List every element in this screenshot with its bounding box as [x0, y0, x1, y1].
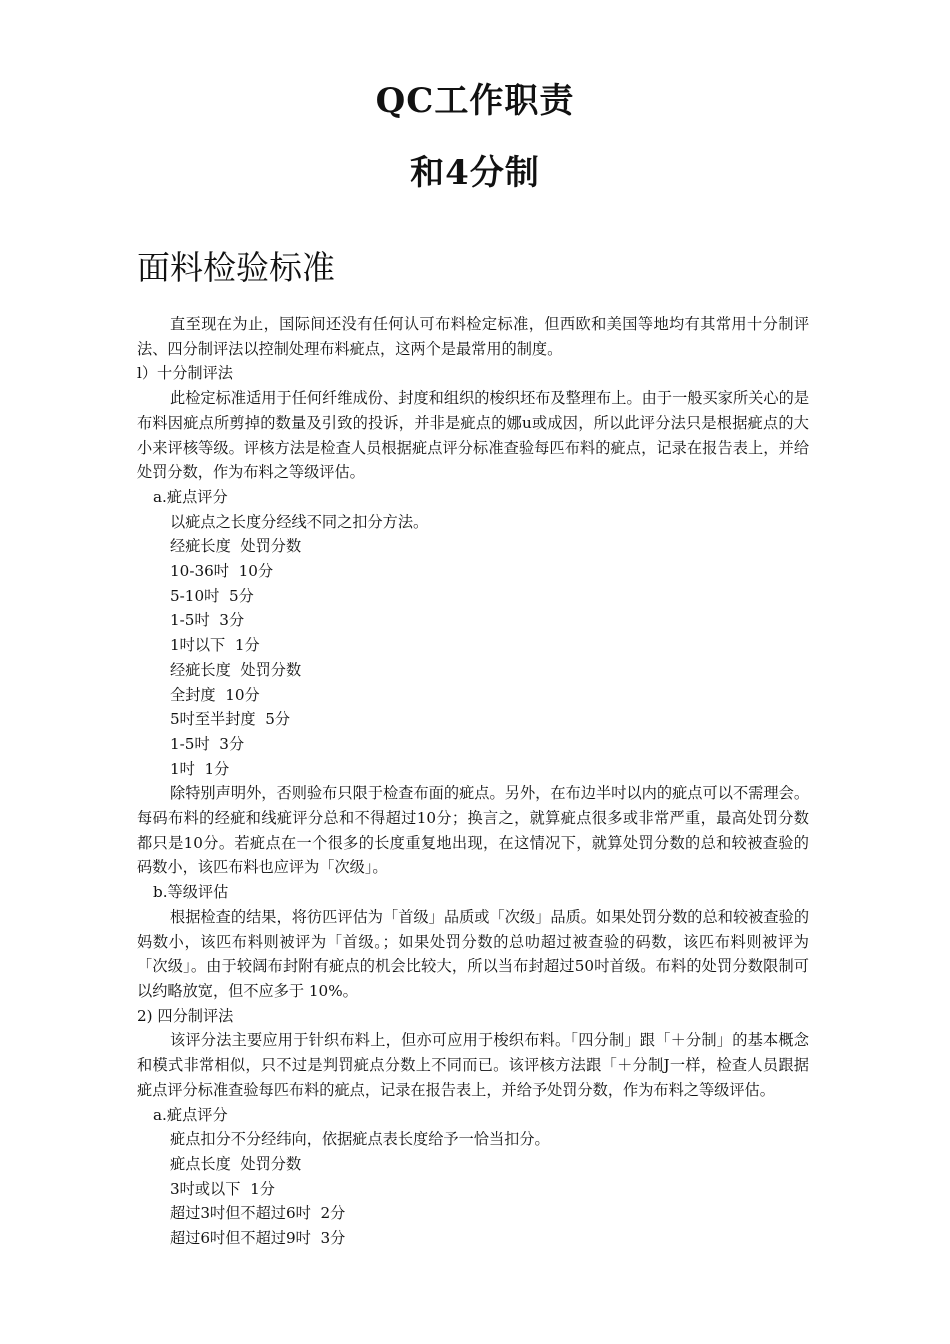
weft-defect-row: 1吋 1分: [170, 759, 230, 778]
weft-defect-header: 经疵长度 处罚分数: [170, 660, 302, 679]
document-title-line-2: 和4分制: [410, 153, 540, 193]
section-1-note-paragraph: 除特别声明外，否则验布只限于检查布面的疵点。另外，在布边半吋以内的疵点可以不需理会。每码布料的经疵和线疵评分总和不得超过10分；换言之，就算疵点很多或非常严重，最高处罚分数都只是10分。若疵点在一个很多的长度重复地出现，在这情况下，就算处罚分数的总和较被查验的码数小，该匹布料也应评为「次级」。: [137, 784, 809, 877]
document-body: [137, 312, 809, 1251]
section-2-paragraph: 该评分法主要应用于针织布料上，但亦可应用于梭织布料。「四分制」跟「＋分制」的基本概念和模式非常相似，只不过是判罚疵点分数上不同而已。该评核方法跟「＋分制J一样，检查人员跟据疵点评分标准查验每匹布料的疵点，记录在报告表上，并给予处罚分数，作为布料之等级评估。: [137, 1031, 809, 1099]
warp-defect-row: 5-10吋 5分: [170, 586, 254, 605]
section-heading: 面料检验标准: [137, 248, 335, 287]
section-2-title: 2) 四分制评法: [137, 1006, 234, 1025]
warp-defect-header: 经疵长度 处罚分数: [170, 537, 302, 556]
weft-defect-row: 1-5吋 3分: [170, 734, 245, 753]
four-point-row: 超过3吋但不超过6吋 2分: [170, 1204, 346, 1223]
four-point-row: 超过6吋但不超过9吋 3分: [170, 1229, 346, 1248]
section-1-title: l）十分制评法: [137, 364, 233, 383]
section-1-paragraph: 此检定标准适用于任何纤维成份、封度和组织的梭织坯布及整理布上。由于一般买家所关心的是布料因疵点所剪掉的数量及引致的投诉，并非是疵点的娜u或成因，所以此评分法只是根据疵点的大小来评核等级。评核方法是检查人员根据疵点评分标准查验每匹布料的疵点，记录在报告表上，并给处罚分数，作为布料之等级评估。: [137, 389, 809, 482]
section-1a-description: 以疵点之长度分经线不同之扣分方法。: [170, 512, 429, 531]
warp-defect-row: 1-5吋 3分: [170, 611, 245, 630]
section-1b-paragraph: 根据检查的结果，将彷匹评估为「首级」品质或「次级」品质。如果处罚分数的总和较被查验的妈数小，该匹布料则被评为「首级。；如果处罚分数的总叻超过被查验的码数，该匹布料则被评为「次级」。由于较阔布封附有疵点的机会比较大，所以当布封超过50吋首级。布料的处罚分数限制可以约略放宽，但不应多于 10%。: [137, 907, 809, 1000]
section-2a-description: 疵点扣分不分经纬向，依据疵点表长度给予一恰当扣分。: [170, 1130, 550, 1149]
section-2a-title: a.疵点评分: [153, 1105, 228, 1124]
section-1a-title: a.疵点评分: [153, 487, 228, 506]
weft-defect-row: 全封度 10分: [170, 685, 260, 704]
four-point-row: 3吋或以下 1分: [170, 1179, 275, 1198]
intro-paragraph: 直至现在为止，国际间还没有任何认可布料检定标准，但西欧和美国等地均有其常用十分制评法、四分制评法以控制处理布料疵点，这两个是最常用的制度。: [137, 315, 809, 358]
four-point-header: 疵点长度 处罚分数: [170, 1154, 302, 1173]
weft-defect-row: 5吋至半封度 5分: [170, 710, 291, 729]
warp-defect-row: 1吋以下 1分: [170, 636, 260, 655]
document-title-line-1: QC工作职责: [375, 81, 575, 121]
section-1b-title: b.等级评估: [153, 883, 229, 902]
warp-defect-row: 10-36吋 10分: [170, 562, 274, 581]
